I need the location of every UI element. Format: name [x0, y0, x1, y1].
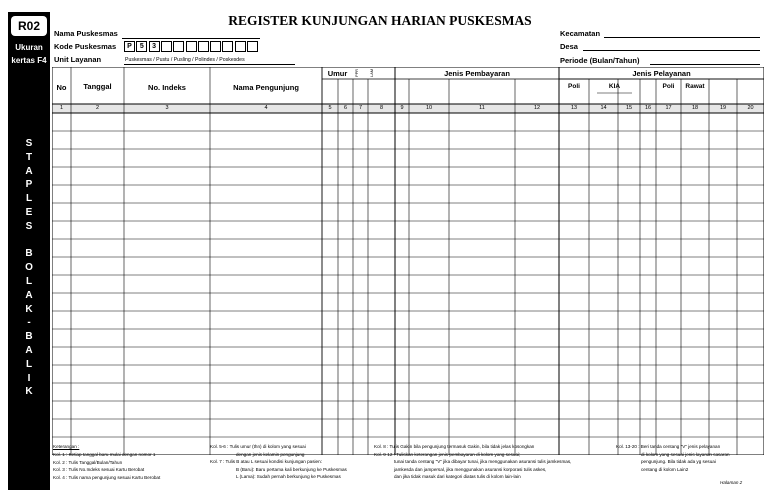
- header-tanggal: Tanggal: [83, 82, 112, 91]
- register-grid: [52, 67, 764, 455]
- notes-heading: Keterangan :: [53, 444, 80, 449]
- staples-letter: -: [27, 317, 31, 329]
- column-number: 9: [400, 105, 404, 111]
- unit-layanan-underline: [124, 64, 295, 65]
- note-line: Kol. 7 : Tulis B atau L sesuai kondisi kunjungan pasien:: [210, 459, 322, 465]
- label-kode-puskesmas: Kode Puskesmas: [54, 42, 117, 51]
- note-line: Kol. 5-6 : Tulis umur (thn) di kolom yang sesuai: [210, 444, 306, 449]
- notes-column-3: [374, 443, 571, 481]
- column-number: 10: [425, 105, 433, 111]
- staples-letter: B: [25, 331, 33, 343]
- column-number: 8: [379, 105, 384, 111]
- label-desa: Desa: [560, 42, 578, 51]
- column-number: 1: [59, 105, 64, 111]
- note-line: centang di kolom Lain2: [641, 466, 689, 472]
- note-line: Kol. 13-20 : Beri tanda centang "V" jenis pelayanan: [616, 444, 721, 449]
- staples-letter: K: [25, 386, 33, 398]
- note-line: Kol. 8 : Tulis Gakin bila pengunjung termasuk Gakin, bila tidak jelas kosongkan: [374, 444, 535, 449]
- column-number: 16: [644, 105, 652, 111]
- kode-box[interactable]: 5: [136, 41, 147, 52]
- header-sub-7: LAM: [370, 69, 374, 77]
- note-line: Kol. 1 : Setiap tanggal baru mulai dengan nomor 1: [53, 452, 156, 457]
- paper-size-note-2: kertas F4: [11, 56, 47, 65]
- notes-column-1: [53, 451, 160, 481]
- column-number: 20: [747, 105, 754, 111]
- page-number: Halaman 2: [720, 480, 743, 485]
- notes-column-2: [210, 443, 347, 481]
- staples-letter: E: [25, 207, 33, 218]
- staples-letter: A: [25, 165, 33, 177]
- unit-layanan-options: Puskesmas / Pustu / Pusling / Polindes / Poskesdes: [125, 57, 245, 63]
- header-no-indeks: No. Indeks: [148, 83, 186, 92]
- header-kia: KIA: [608, 83, 621, 90]
- label-periode: Periode (Bulan/Tahun): [560, 56, 640, 65]
- header-nama-pengunjung: Nama Pengunjung: [233, 83, 299, 92]
- field-desa[interactable]: [583, 50, 760, 51]
- paper-size-note-1: Ukuran: [15, 43, 43, 52]
- note-line: Kol. 4 : Tulis nama pengunjung sesuai Kartu Berobat: [53, 474, 161, 480]
- column-number: 2: [95, 105, 100, 111]
- staples-letter: A: [25, 345, 33, 356]
- kode-box[interactable]: [186, 41, 197, 52]
- kode-box[interactable]: [222, 41, 233, 52]
- column-number: 14: [600, 105, 607, 111]
- note-line: B (Baru): Baru pertama kali berkunjung ke Puskesmas: [236, 466, 347, 472]
- column-number: 15: [625, 105, 633, 111]
- staples-letter: I: [27, 372, 31, 384]
- label-nama-puskesmas: Nama Puskesmas: [54, 29, 118, 38]
- header-poli-2: Poli: [662, 83, 675, 90]
- header-jenis-pelayanan: Jenis Pelayanan: [632, 69, 691, 78]
- note-line: di kolom yang sesuai jenis layanan sasaran: [641, 451, 730, 457]
- field-nama-puskesmas[interactable]: [122, 38, 260, 39]
- header-umur: Umur: [327, 69, 348, 78]
- staples-letter: L: [25, 193, 33, 205]
- kode-box[interactable]: 3: [149, 41, 160, 52]
- column-number: 4: [264, 105, 268, 111]
- note-line: Kol. 9-12 : Tuliskan keterangan jenis pembayaran di kolom yang sesuai;: [374, 451, 521, 457]
- staples-letter: S: [25, 138, 33, 149]
- label-unit-layanan: Unit Layanan: [54, 55, 102, 64]
- staples-letter: A: [25, 289, 33, 301]
- note-line: tunai tanda centang "V" jika dibayar tunai, jika menggunakan asuransi tulis jamkesmas,: [394, 459, 572, 465]
- notes-column-4: [616, 443, 730, 473]
- kode-box[interactable]: [235, 41, 246, 52]
- staples-letter: O: [25, 262, 33, 274]
- note-line: Kol. 3 : Tulis No.Indeks sesuai Kartu Berobat: [53, 467, 145, 473]
- kode-box[interactable]: P: [124, 41, 135, 52]
- staples-letter: T: [25, 151, 33, 163]
- kode-box[interactable]: [210, 41, 221, 52]
- note-line: dengan jenis kelamin pengunjung: [236, 451, 305, 457]
- kode-puskesmas-boxes[interactable]: [124, 41, 264, 53]
- header-rawat: Rawat: [685, 83, 705, 90]
- field-periode[interactable]: [650, 64, 760, 65]
- note-line: Kol. 2 : Tulis Tanggal/Bulan/Tahun: [53, 459, 123, 465]
- column-number: 18: [691, 105, 699, 111]
- kode-box[interactable]: [161, 41, 172, 52]
- kode-box[interactable]: [173, 41, 184, 52]
- header-no: No: [56, 83, 67, 92]
- column-number-row: [52, 104, 764, 113]
- column-number: 5: [328, 105, 332, 111]
- note-line: pengunjung. Bila tidak ada yg sesuai: [641, 459, 716, 465]
- staples-letter: L: [25, 276, 33, 287]
- form-code: R02: [11, 16, 47, 36]
- column-number: 19: [719, 105, 727, 111]
- note-line: L (Lama): Sudah pernah berkunjung ke Puskesmas: [236, 474, 341, 480]
- kode-box[interactable]: [198, 41, 209, 52]
- column-number: 12: [533, 105, 541, 111]
- staples-letter: L: [25, 358, 33, 370]
- column-number: 11: [479, 105, 485, 111]
- header-sub-6: PPR: [355, 69, 359, 77]
- note-line: dan jika tidak masuk dari kategori diatas tulis di kolom lain-lain: [394, 474, 521, 480]
- header-jenis-pembayaran: Jenis Pembayaran: [444, 69, 510, 78]
- staples-letter: S: [25, 220, 33, 232]
- column-number: 17: [665, 105, 672, 111]
- column-number: 7: [358, 105, 363, 111]
- field-kecamatan[interactable]: [604, 37, 760, 38]
- column-number: 3: [165, 105, 169, 111]
- staples-letter: B: [25, 248, 33, 260]
- note-line: jamkesda dan jampersal, jika menggunakan asuransi korporasi tulis askes,: [394, 466, 547, 472]
- column-number: 13: [570, 105, 578, 111]
- staples-letter: K: [25, 303, 33, 315]
- kode-box[interactable]: [247, 41, 258, 52]
- register-table: [52, 67, 764, 455]
- label-kecamatan: Kecamatan: [560, 29, 601, 38]
- header-poli-1: Poli: [568, 83, 580, 90]
- column-number: 6: [343, 105, 348, 111]
- staples-letter: P: [25, 179, 33, 191]
- page-title: REGISTER KUNJUNGAN HARIAN PUSKESMAS: [228, 13, 532, 28]
